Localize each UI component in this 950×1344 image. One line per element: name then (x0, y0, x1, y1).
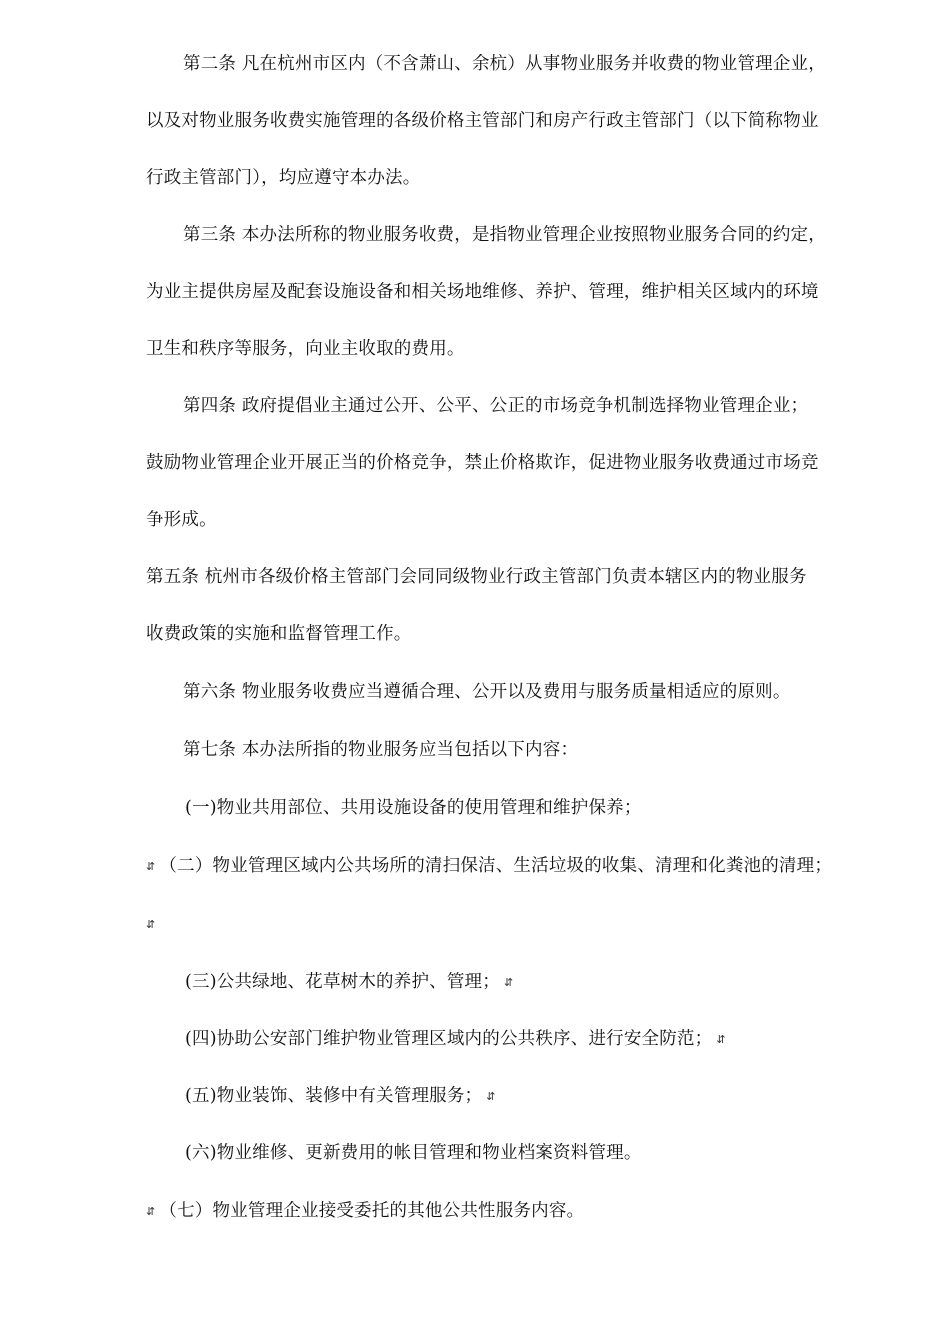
article-2-line-3: 行政主管部门），均应遵守本办法。 (146, 168, 421, 188)
list-item-3: (三)公共绿地、花草树木的养护、管理； (185, 972, 500, 992)
article-2-line-1: 第二条 凡在杭州市区内（不含萧山、余杭）从事物业服务并收费的物业管理企业， (183, 54, 826, 74)
paragraph-mark-icon: ⇵ (716, 1032, 726, 1046)
article-7: 第七条 本办法所指的物业服务应当包括以下内容： (183, 740, 579, 760)
paragraph-mark-icon: ⇵ (146, 917, 156, 931)
article-3-line-2: 为业主提供房屋及配套设施设备和相关场地维修、养护、管理，维护相关区域内的环境 (146, 282, 819, 302)
article-4-line-1: 第四条 政府提倡业主通过公开、公平、公正的市场竞争机制选择物业管理企业； (183, 396, 809, 416)
article-5-line-2: 收费政策的实施和监督管理工作。 (146, 624, 412, 644)
list-item-2: （二）物业管理区域内公共场所的清扫保洁、生活垃圾的收集、清理和化粪池的清理； (159, 856, 833, 876)
article-5-line-1: 第五条 杭州市各级价格主管部门会同同级物业行政主管部门负责本辖区内的物业服务 (146, 567, 807, 587)
list-item-7-row (142, 1199, 882, 1224)
article-2-line-2: 以及对物业服务收费实施管理的各级价格主管部门和房产行政主管部门（以下简称物业 (146, 111, 819, 131)
article-3-line-1: 第三条 本办法所称的物业服务收费，是指物业管理企业按照物业服务合同的约定， (183, 225, 826, 245)
list-item-1: (一)物业共用部位、共用设施设备的使用管理和维护保养； (185, 798, 642, 818)
list-item-6: (六)物业维修、更新费用的帐目管理和物业档案资料管理。 (185, 1143, 642, 1163)
paragraph-mark-icon: ⇵ (486, 1089, 496, 1103)
article-4-line-2: 鼓励物业管理企业开展正当的价格竞争，禁止价格欺诈，促进物业服务收费通过市场竞 (146, 453, 819, 473)
list-item-7: （七）物业管理企业接受委托的其他公共性服务内容。 (159, 1201, 585, 1221)
list-item-4: (四)协助公安部门维护物业管理区域内的公共秩序、进行安全防范； (185, 1029, 713, 1049)
paragraph-mark-icon: ⇵ (146, 1204, 156, 1218)
paragraph-mark-icon: ⇵ (503, 975, 514, 989)
list-item-5: (五)物业装饰、装修中有关管理服务； (185, 1086, 483, 1106)
article-6: 第六条 物业服务收费应当遵循合理、公开以及费用与服务质量相适应的原则。 (183, 682, 791, 702)
list-item-4-row (185, 1027, 925, 1052)
article-4-line-3: 争形成。 (146, 510, 217, 530)
article-3-line-3: 卫生和秩序等服务，向业主收取的费用。 (146, 339, 465, 359)
paragraph-mark-icon: ⇵ (146, 859, 156, 873)
list-item-3-row (185, 970, 925, 995)
list-item-5-row (185, 1084, 925, 1109)
empty-paragraph-row (142, 912, 882, 937)
list-item-2-row (142, 854, 882, 879)
